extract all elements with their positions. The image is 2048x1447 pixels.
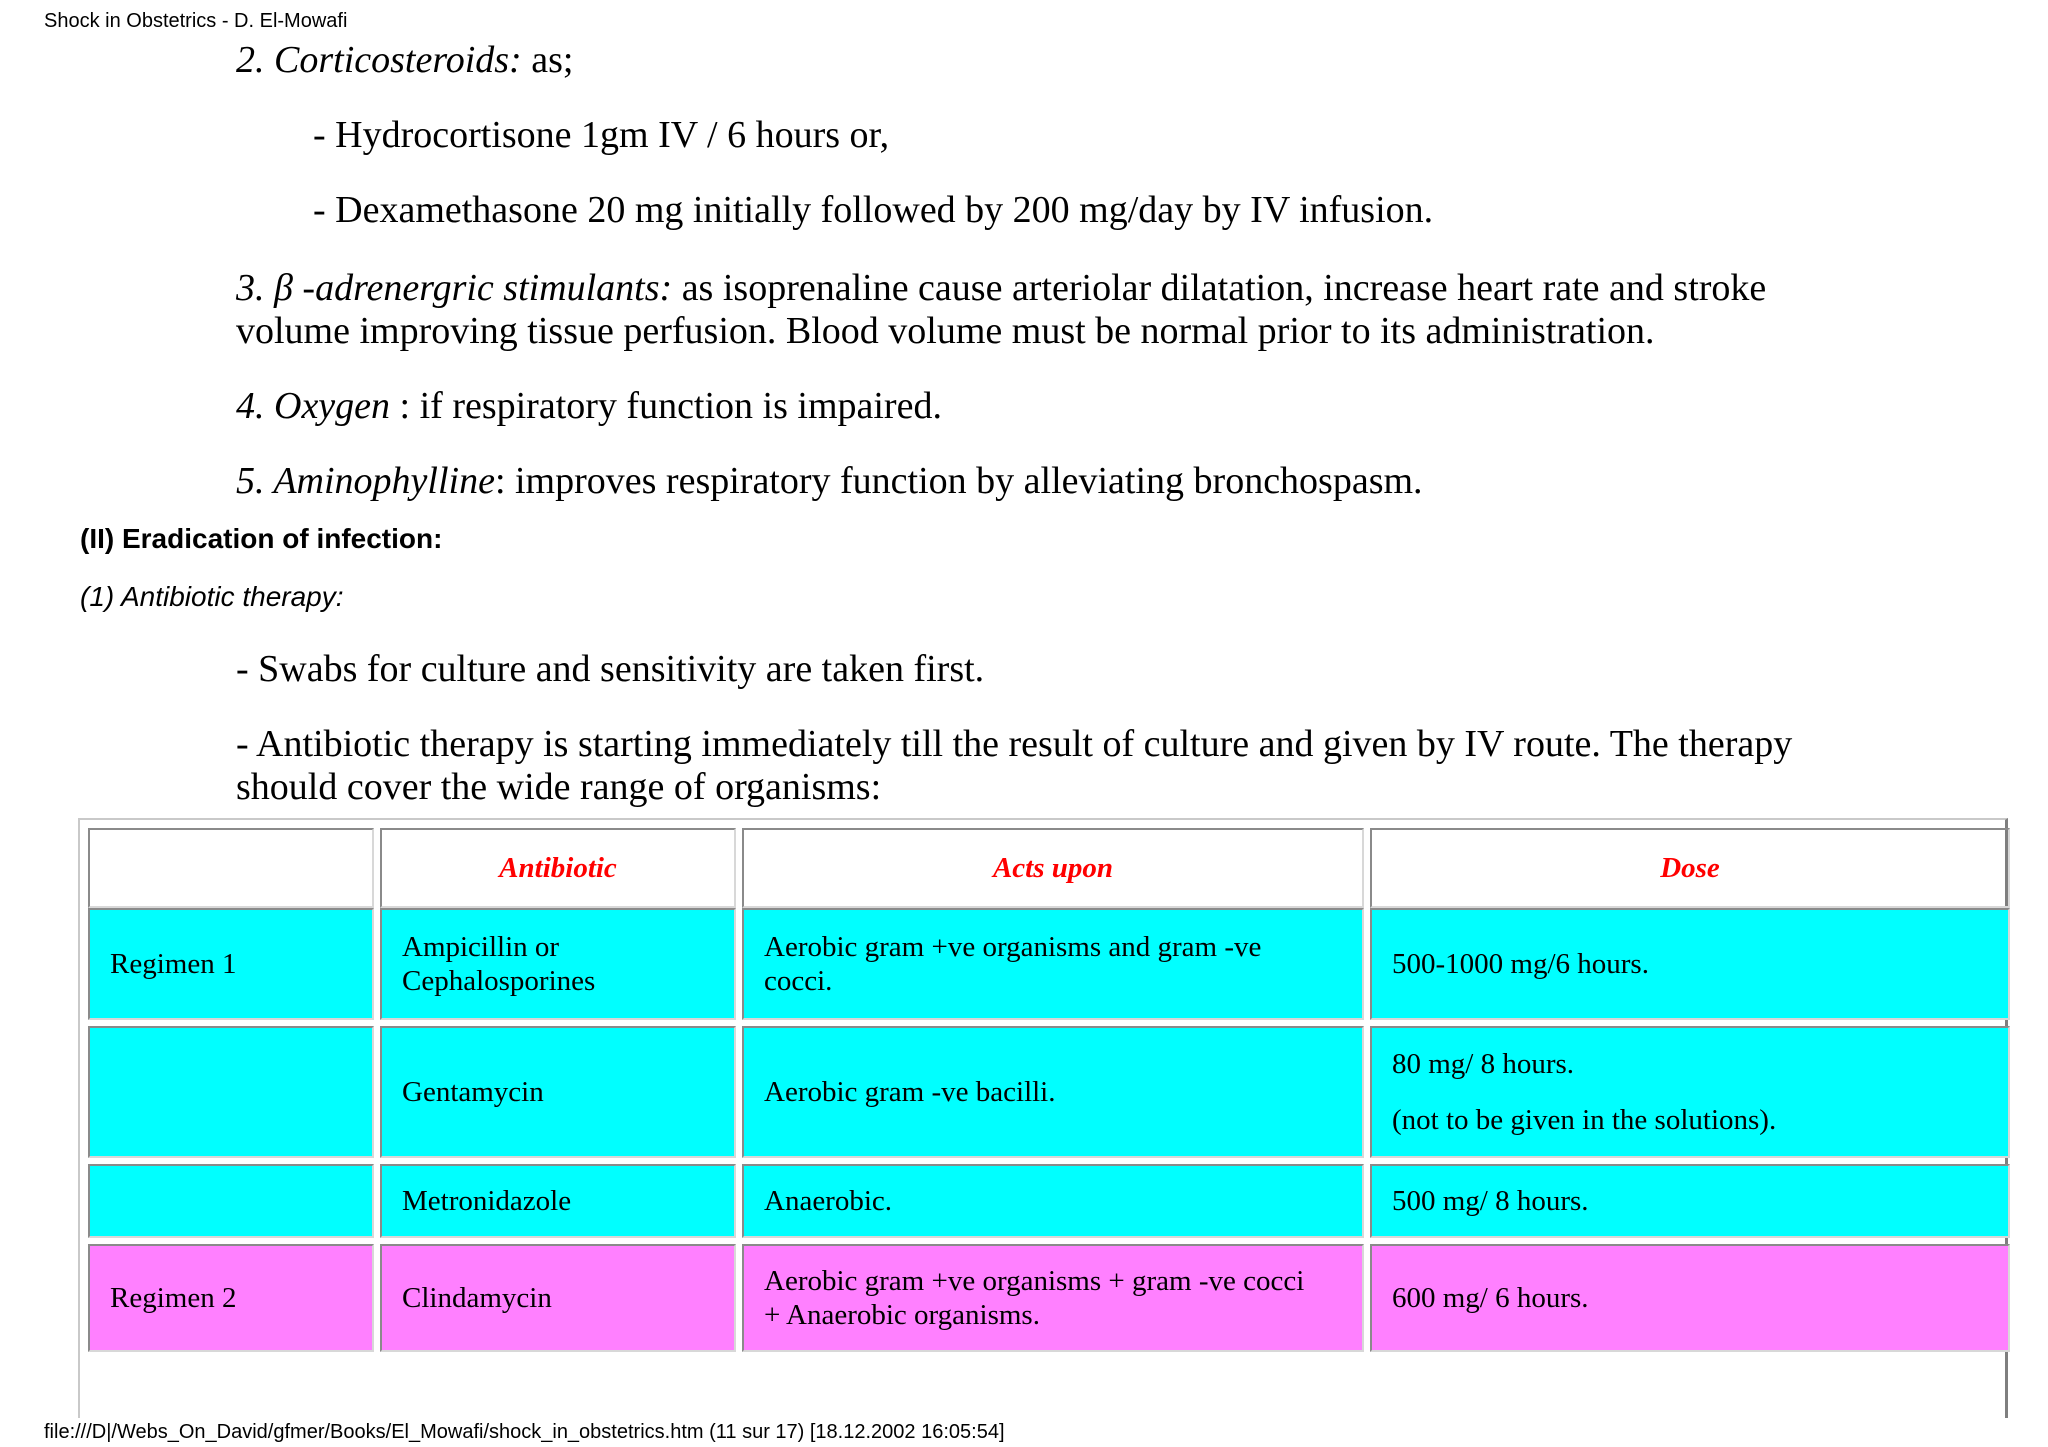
row4-acts-line1: Aerobic gram +ve organisms + gram -ve cocci <box>764 1265 1305 1297</box>
row3-acts-cell: Anaerobic. <box>742 1164 1364 1238</box>
beta-stimulants-term: 3. β -adrenergric stimulants: <box>236 267 673 309</box>
row1-acts-cell <box>742 908 1364 1020</box>
beta-stimulants-rest: as isoprenaline cause arteriolar dilatation, increase heart rate and stroke <box>672 267 1767 309</box>
row4-antibiotic-cell: Clindamycin <box>380 1244 736 1352</box>
row1-regimen-cell: Regimen 1 <box>88 908 374 1020</box>
antibiotic-table <box>78 818 2008 1418</box>
row4-dose-cell: 600 mg/ 6 hours. <box>1370 1244 2010 1352</box>
table-header-acts-upon: Acts upon <box>742 828 1364 908</box>
table-header-antibiotic: Antibiotic <box>380 828 736 908</box>
corticosteroids-term: 2. Corticosteroids: <box>236 39 522 81</box>
antibiotic-therapy-line1: - Antibiotic therapy is starting immediately till the result of culture and given by IV route. The therapy <box>236 723 1793 765</box>
row1-acts-line1: Aerobic gram +ve organisms and gram -ve <box>764 931 1262 963</box>
page-footer-path: file:///D|/Webs_On_David/gfmer/Books/El_Mowafi/shock_in_obstetrics.htm (11 sur 17) [18.12.2002 16:05:54] <box>44 1421 1005 1443</box>
section-heading: (II) Eradication of infection: <box>80 523 443 554</box>
aminophylline-term: 5. Aminophylline <box>236 460 495 502</box>
row4-regimen-cell: Regimen 2 <box>88 1244 374 1352</box>
row1-dose-cell: 500-1000 mg/6 hours. <box>1370 908 2010 1020</box>
row1-antibiotic-line2: Cephalosporines <box>402 965 596 997</box>
row3-dose-cell: 500 mg/ 8 hours. <box>1370 1164 2010 1238</box>
corticosteroids-rest: as; <box>521 39 574 81</box>
row4-acts-cell <box>742 1244 1364 1352</box>
row4-acts-line2: + Anaerobic organisms. <box>764 1299 1040 1331</box>
page-header-title: Shock in Obstetrics - D. El-Mowafi <box>44 10 348 32</box>
corticosteroids-line <box>236 38 573 82</box>
dexamethasone-item: - Dexamethasone 20 mg initially followed by 200 mg/day by IV infusion. <box>313 189 1434 231</box>
oxygen-term: 4. Oxygen <box>236 385 391 427</box>
row1-acts-line2: cocci. <box>764 965 833 997</box>
subsection-heading: (1) Antibiotic therapy: <box>80 581 344 612</box>
table-header-blank <box>88 828 374 908</box>
row1-antibiotic-line1: Ampicillin or <box>402 931 560 963</box>
aminophylline-line <box>236 459 1423 503</box>
oxygen-rest: : if respiratory function is impaired. <box>390 385 942 427</box>
row2-dose-cell <box>1370 1026 2010 1158</box>
oxygen-line <box>236 384 942 428</box>
table-header-dose: Dose <box>1370 828 2010 908</box>
beta-stimulants-line2: volume improving tissue perfusion. Blood volume must be normal prior to its administration. <box>236 310 1655 352</box>
row2-regimen-cell <box>88 1026 374 1158</box>
hydrocortisone-item: - Hydrocortisone 1gm IV / 6 hours or, <box>313 114 890 156</box>
row2-acts-cell: Aerobic gram -ve bacilli. <box>742 1026 1364 1158</box>
row2-antibiotic-cell: Gentamycin <box>380 1026 736 1158</box>
swabs-item: - Swabs for culture and sensitivity are taken first. <box>236 648 985 690</box>
row3-antibiotic-cell: Metronidazole <box>380 1164 736 1238</box>
antibiotic-therapy-line2: should cover the wide range of organisms: <box>236 766 882 808</box>
row2-dose-line1: 80 mg/ 8 hours. <box>1392 1048 1575 1080</box>
row2-dose-line2: (not to be given in the solutions). <box>1392 1104 1777 1136</box>
row1-antibiotic-cell <box>380 908 736 1020</box>
row3-regimen-cell <box>88 1164 374 1238</box>
aminophylline-rest: : improves respiratory function by alleviating bronchospasm. <box>494 460 1423 502</box>
beta-stimulants-line1 <box>236 266 1766 310</box>
